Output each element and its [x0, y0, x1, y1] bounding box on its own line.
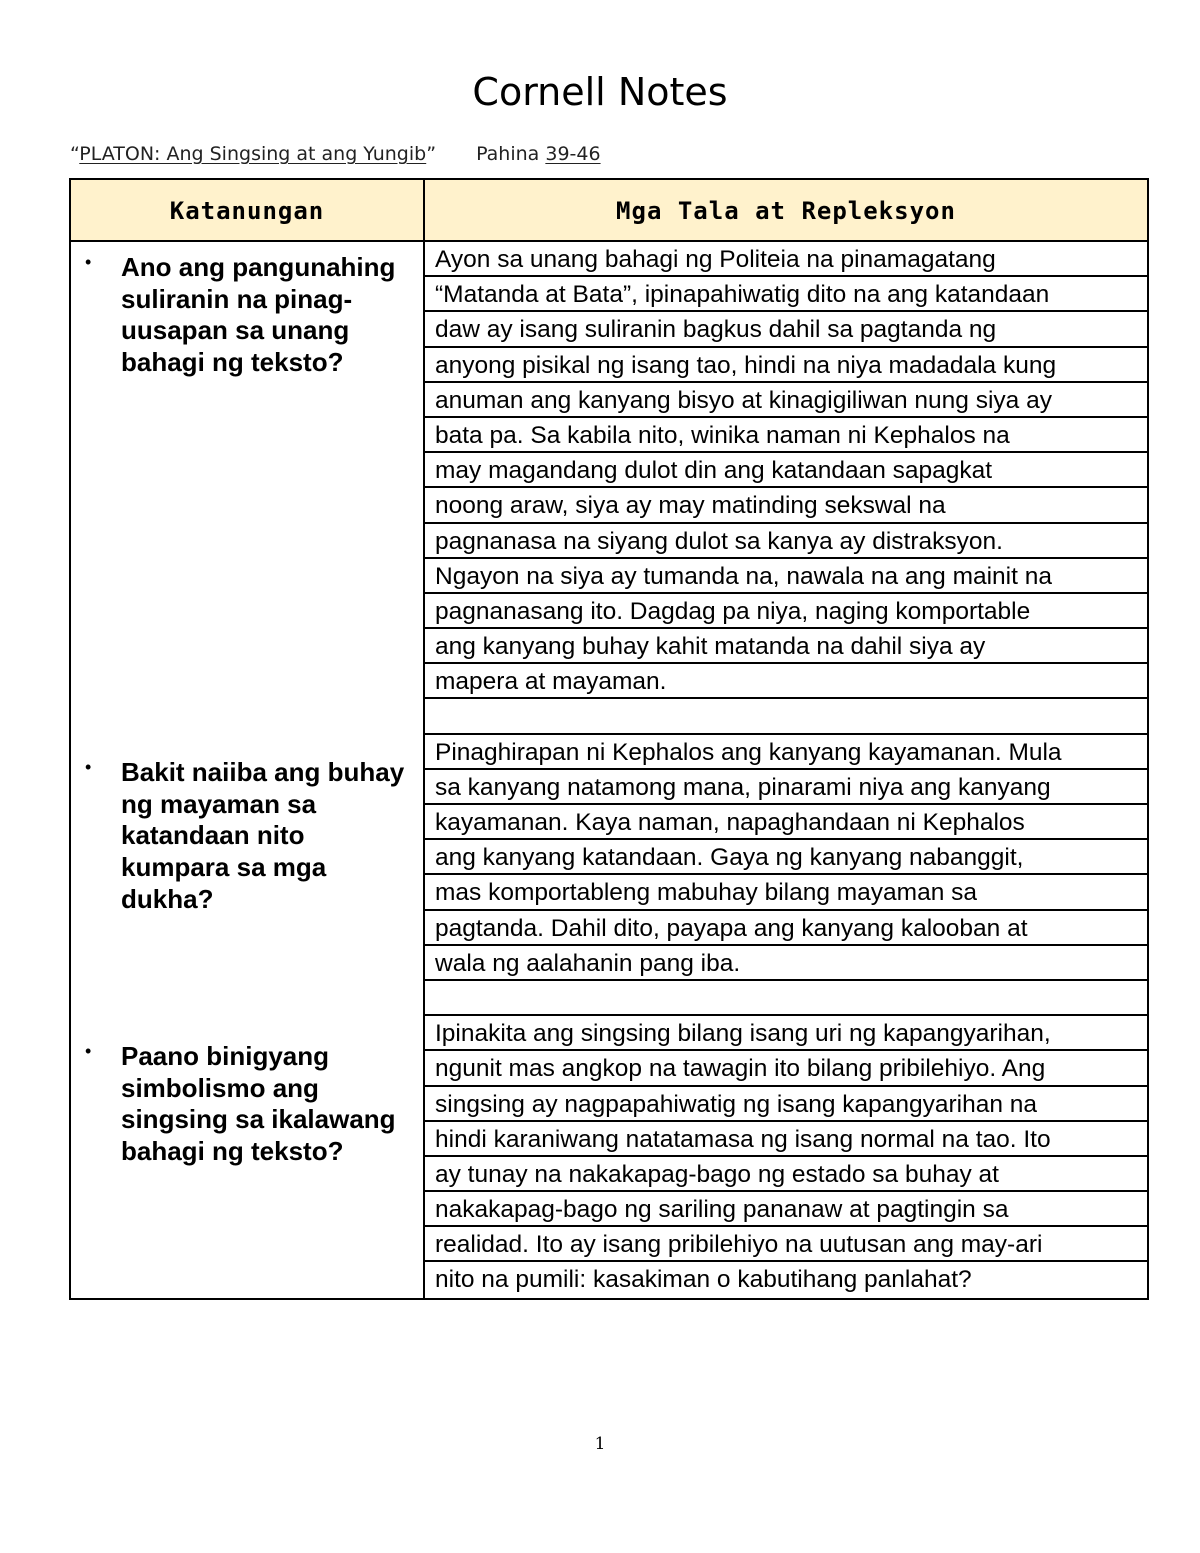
- note-line: anyong pisikal ng isang tao, hindi na niya madadala kung: [425, 348, 1147, 383]
- note-line: hindi karaniwang natatamasa ng isang normal na tao. Ito: [425, 1122, 1147, 1157]
- page-range: 39-46: [545, 143, 601, 165]
- table-header: [71, 180, 1147, 242]
- note-line: ngunit mas angkop na tawagin ito bilang pribilehiyo. Ang: [425, 1051, 1147, 1086]
- note-line: “Matanda at Bata”, ipinapahiwatig dito na ang katandaan: [425, 277, 1147, 312]
- note-line: sa kanyang natamong mana, pinarami niya ang kanyang: [425, 770, 1147, 805]
- note-line: anuman ang kanyang bisyo at kinagigiliwan nung siya ay: [425, 383, 1147, 418]
- note-line: noong araw, siya ay may matinding sekswal na: [425, 488, 1147, 523]
- note-line: mas komportableng mabuhay bilang mayaman sa: [425, 875, 1147, 910]
- bullet-icon: •: [85, 757, 92, 777]
- note-line: kayamanan. Kaya naman, napaghandaan ni Kephalos: [425, 805, 1147, 840]
- note-line: nito na pumili: kasakiman o kabutihang panlahat?: [435, 1266, 972, 1294]
- page-label: Pahina: [476, 143, 546, 165]
- question-text: Bakit naiiba ang buhay ng mayaman sa katandaan nito kumpara sa mga dukha?: [121, 757, 405, 914]
- cornell-notes-table: [69, 178, 1149, 1300]
- note-line-blank: [425, 981, 1147, 1016]
- note-line: pagtanda. Dahil dito, payapa ang kanyang kalooban at: [425, 911, 1147, 946]
- question-text: Ano ang pangunahing suliranin na pinag-uusapan sa unang bahagi ng teksto?: [121, 252, 396, 378]
- note-line: Ngayon na siya ay tumanda na, nawala na ang mainit na: [425, 559, 1147, 594]
- close-quote: ”: [426, 143, 437, 165]
- note-line-blank: [425, 699, 1147, 734]
- subtitle-topic: PLATON: Ang Singsing at ang Yungib: [79, 143, 427, 165]
- note-line: realidad. Ito ay isang pribilehiyo na uutusan ang may-ari: [425, 1227, 1147, 1262]
- note-line: mapera at mayaman.: [425, 664, 1147, 699]
- note-line: ang kanyang katandaan. Gaya ng kanyang nabanggit,: [425, 840, 1147, 875]
- page-number: 1: [594, 1434, 606, 1454]
- note-line: Ipinakita ang singsing bilang isang uri ng kapangyarihan,: [425, 1016, 1147, 1051]
- open-quote: “: [70, 143, 80, 165]
- header-notes: Mga Tala at Repleksyon: [616, 197, 956, 225]
- note-line: may magandang dulot din ang katandaan sapagkat: [425, 453, 1147, 488]
- notes-column: [425, 242, 1147, 1298]
- note-line: ang kanyang buhay kahit matanda na dahil siya ay: [425, 629, 1147, 664]
- note-line: wala ng aalahanin pang iba.: [425, 946, 1147, 981]
- note-line: pagnanasa na siyang dulot sa kanya ay distraksyon.: [425, 524, 1147, 559]
- document-subtitle: [70, 143, 601, 165]
- note-line: pagnanasang ito. Dagdag pa niya, naging komportable: [425, 594, 1147, 629]
- bullet-icon: •: [85, 1041, 92, 1061]
- note-line: ay tunay na nakakapag-bago ng estado sa buhay at: [425, 1157, 1147, 1192]
- bullet-icon: •: [85, 252, 92, 272]
- document-title: Cornell Notes: [472, 70, 728, 114]
- header-questions: Katanungan: [169, 197, 325, 225]
- note-line: nakakapag-bago ng sariling pananaw at pagtingin sa: [425, 1192, 1147, 1227]
- note-line: singsing ay nagpapahiwatig ng isang kapangyarihan na: [425, 1087, 1147, 1122]
- note-line: Ayon sa unang bahagi ng Politeia na pinamagatang: [425, 242, 1147, 277]
- note-line: daw ay isang suliranin bagkus dahil sa pagtanda ng: [425, 312, 1147, 347]
- note-line: Pinaghirapan ni Kephalos ang kanyang kayamanan. Mula: [425, 735, 1147, 770]
- note-line: bata pa. Sa kabila nito, winika naman ni Kephalos na: [425, 418, 1147, 453]
- question-text: Paano binigyang simbolismo ang singsing sa ikalawang bahagi ng teksto?: [121, 1041, 396, 1167]
